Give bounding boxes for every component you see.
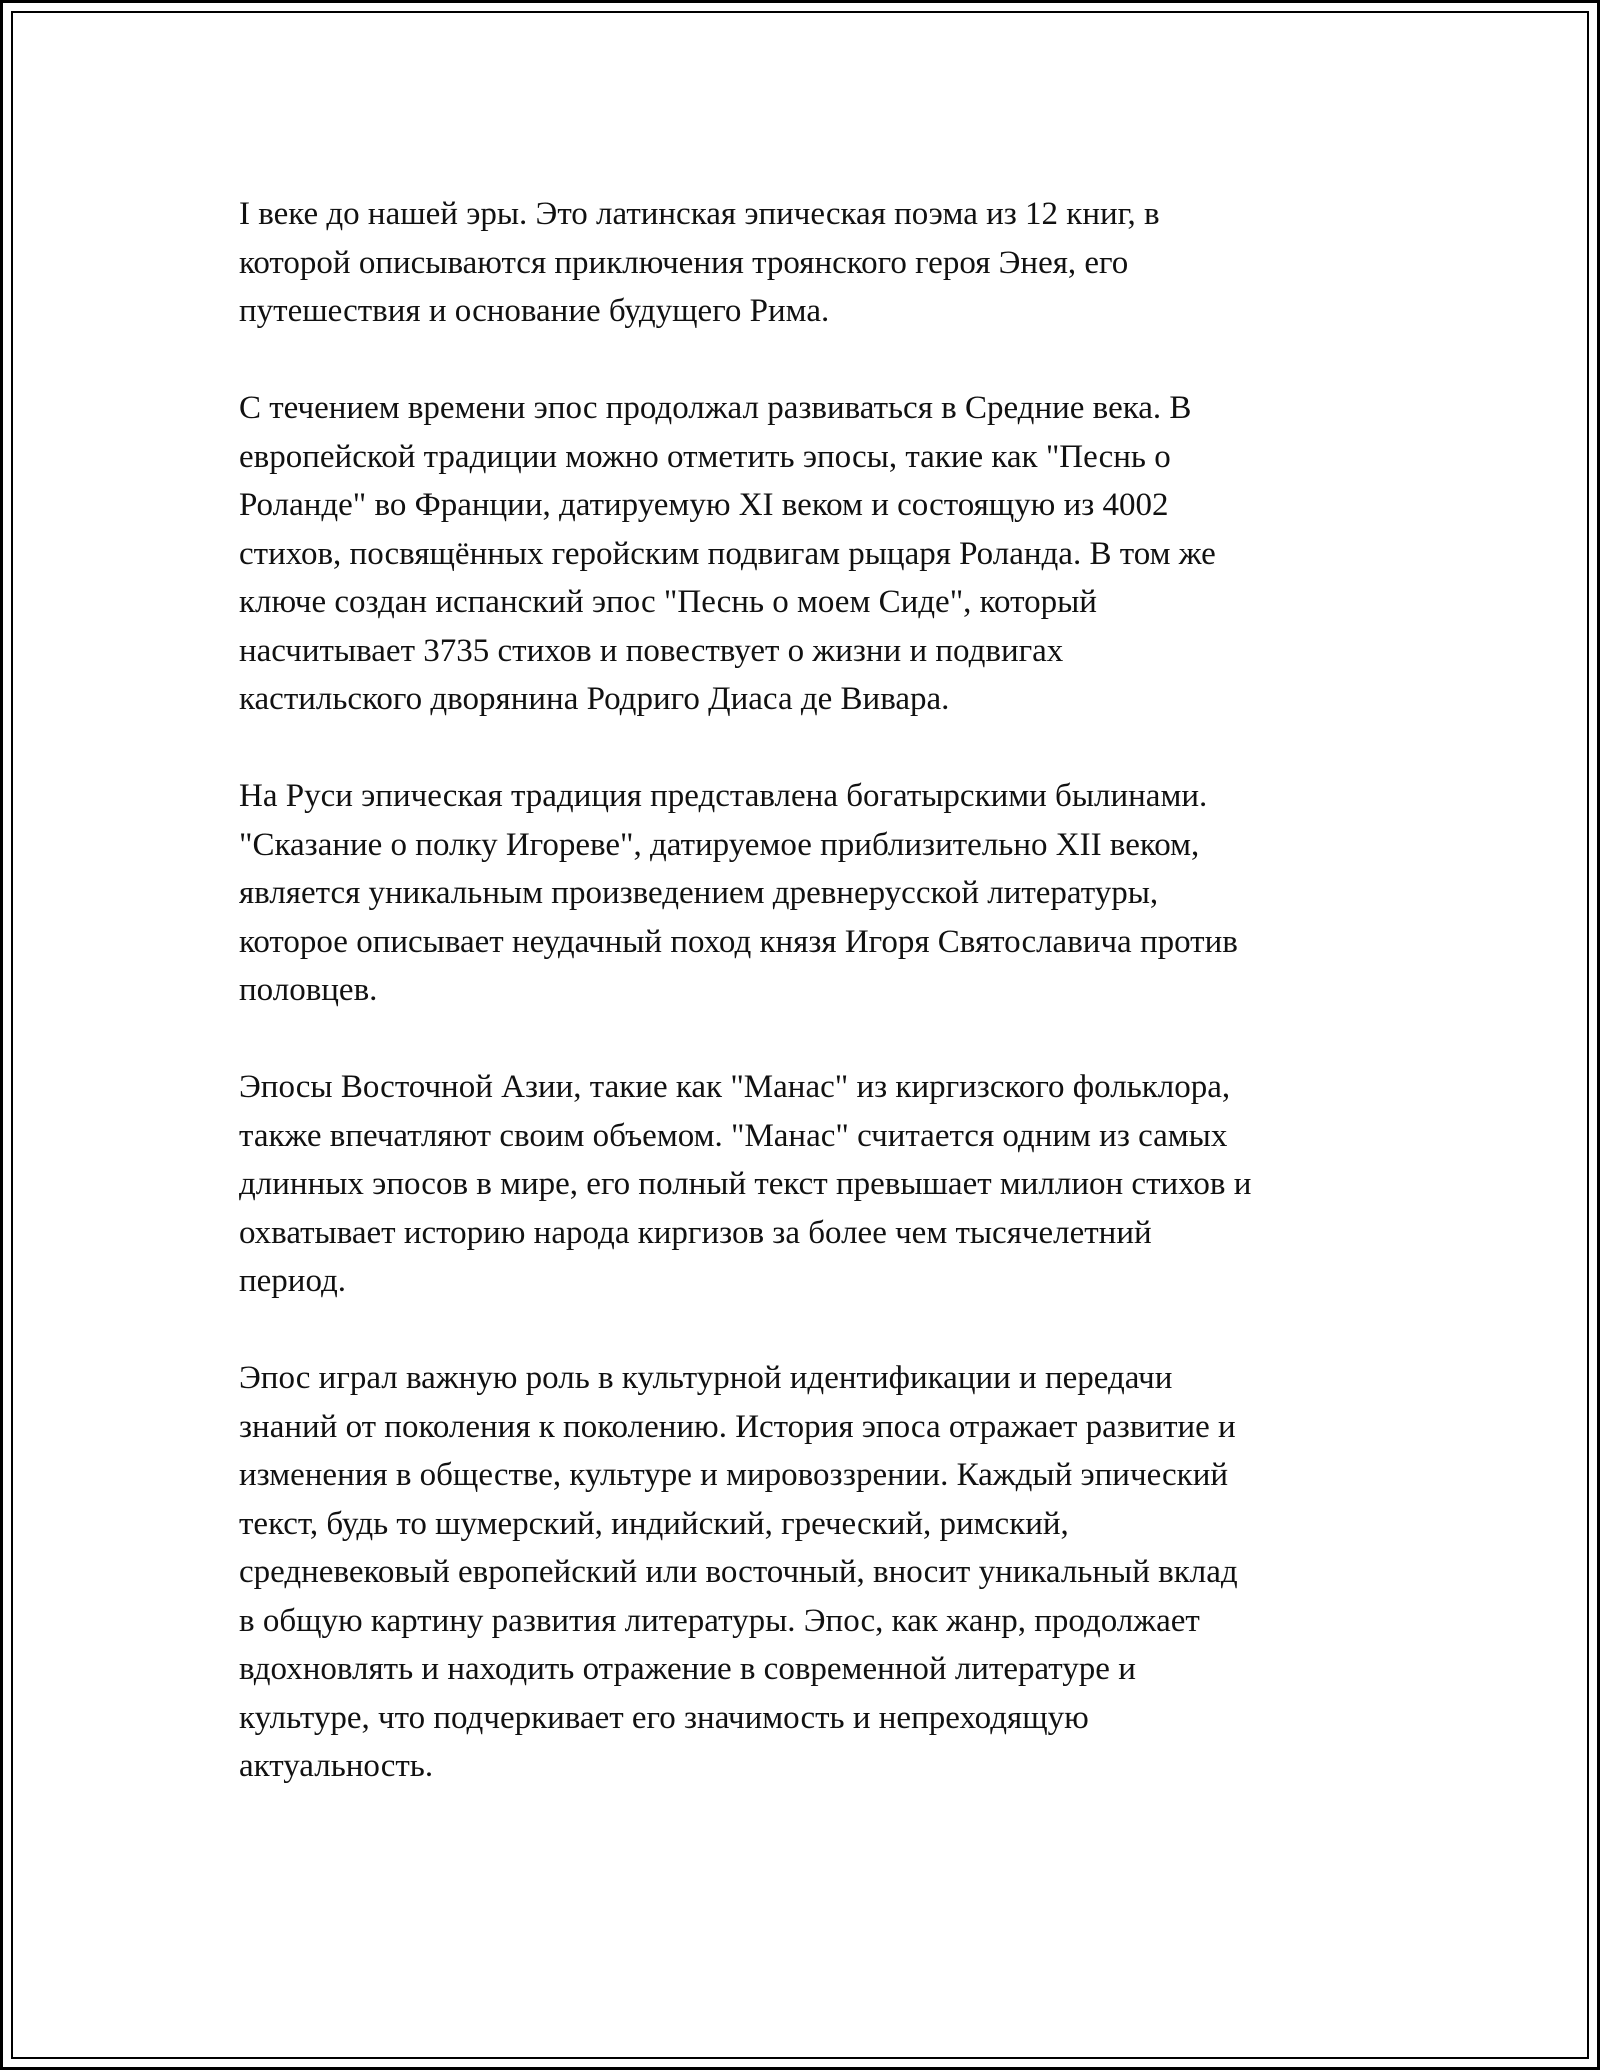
paragraph-rus: На Руси эпическая традиция представлена богатырскими былинами. "Сказание о полку Игореве", датируемое приблизительно XII веком, является уникальным произведением древнерусской литературы, которое описывает неудачный поход князя Игоря Святославича против половцев.: [239, 778, 1238, 1008]
paragraph-middle-ages: С течением времени эпос продолжал развиваться в Средние века. В европейской традиции можно отметить эпосы, такие как "Песнь о Роланде" во Франции, датируемую XI веком и состоящую из 4002 стихов, посвящённых геройским подвигам рыцаря Роланда. В том же ключе создан испанский эпос "Песнь о моем Сиде", который насчитывает 3735 стихов и повествует о жизни и подвигах кастильского дворянина Родриго Диаса де Вивара.: [239, 390, 1216, 717]
paragraph-east-asia: Эпосы Восточной Азии, такие как "Манас" из киргизского фольклора, также впечатляют своим объемом. "Манас" считается одним из самых длинных эпосов в мире, его полный текст превышает миллион стихов и охватывает историю народа киргизов за более чем тысячелетний период.: [239, 1069, 1252, 1299]
document-body: [239, 190, 1379, 1839]
paragraph-conclusion: Эпос играл важную роль в культурной идентификации и передачи знаний от поколения к поколению. История эпоса отражает развитие и изменения в обществе, культуре и мировоззрении. Каждый эпический текст, будь то шумерский, индийский, греческий, римский, средневековый европейский или восточный, вносит уникальный вклад в общую картину развития литературы. Эпос, как жанр, продолжает вдохновлять и находить отражение в современной литературе и культуре, что подчеркивает его значимость и непреходящую актуальность.: [239, 1360, 1238, 1784]
paragraph-aeneid: I веке до нашей эры. Это латинская эпическая поэма из 12 книг, в которой описываются приключения троянского героя Энея, его путешествия и основание будущего Рима.: [239, 196, 1160, 329]
